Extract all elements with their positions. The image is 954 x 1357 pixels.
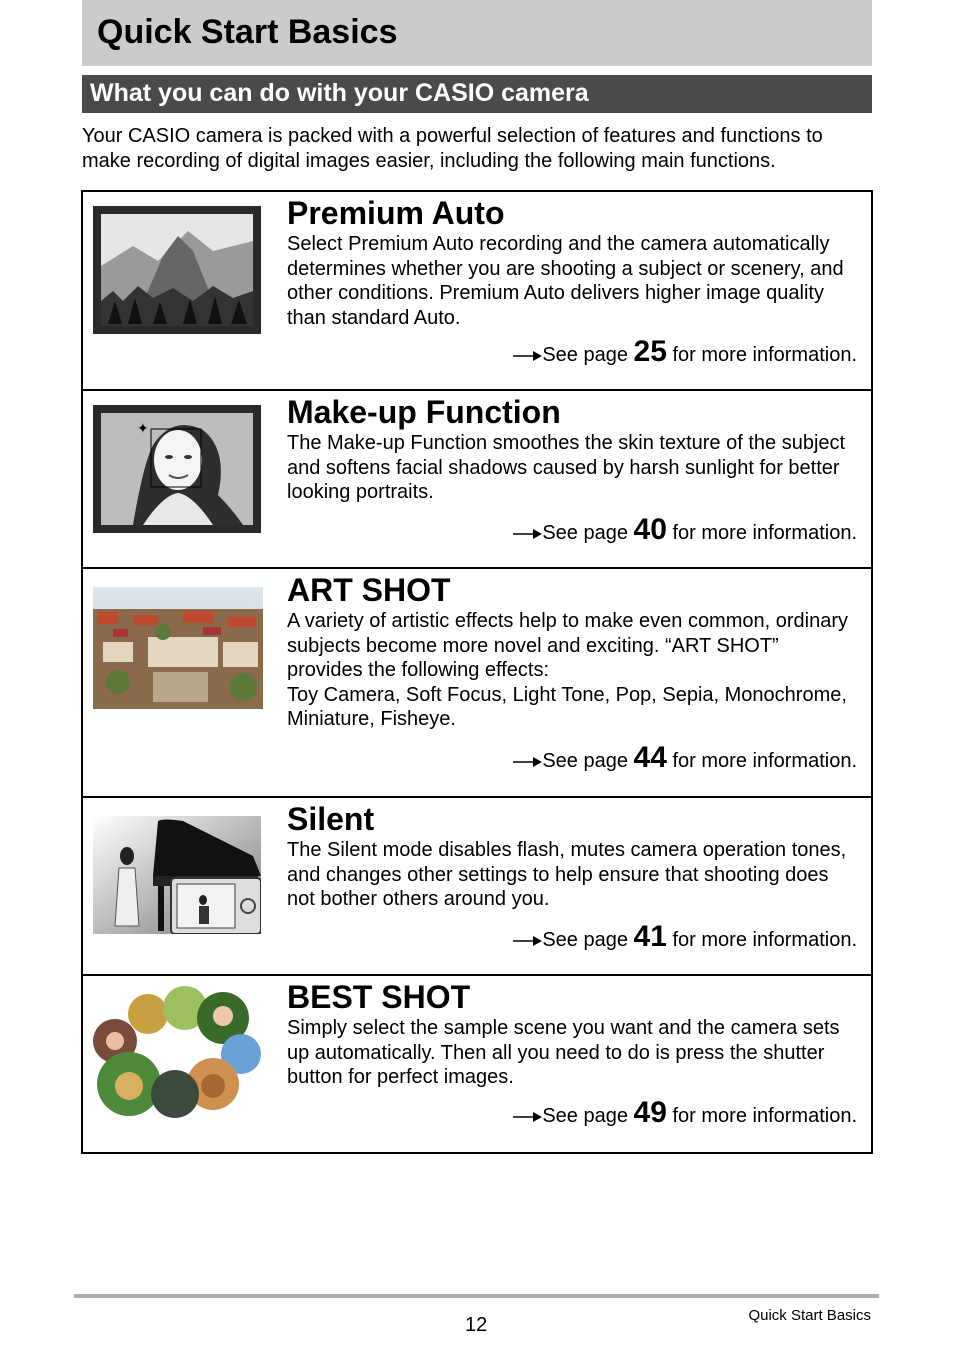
feature-title: BEST SHOT [287, 979, 471, 1015]
page-link[interactable]: 44 [633, 741, 667, 774]
arrow-right-icon [512, 528, 542, 540]
feature-description: The Make-up Function smoothes the skin texture of the subject and softens facial shadows caused by harsh sunlight for better looking portraits. [287, 432, 846, 503]
see-page-prefix: See page [542, 929, 628, 951]
feature-row-silent [83, 798, 871, 976]
miniature-town-photo [93, 587, 263, 709]
feature-effects-list: Toy Camera, Soft Focus, Light Tone, Pop, Sepia, Monochrome, Miniature, Fisheye. [287, 683, 847, 730]
page-link[interactable]: 41 [633, 920, 667, 953]
arrow-right-icon [512, 1111, 542, 1123]
intro-paragraph: Your CASIO camera is packed with a powerful selection of features and functions to make recording of digital images easier, including the following main functions. [82, 125, 823, 172]
feature-content [287, 571, 857, 732]
feature-row-best-shot [83, 976, 871, 1152]
feature-title: Premium Auto [287, 195, 505, 231]
section-title: What you can do with your CASIO camera [90, 79, 589, 107]
feature-description: Select Premium Auto recording and the camera automatically determines whether you are shooting a subject or scenery, and other conditions. Premium Auto delivers higher image quality than standard Auto. [287, 233, 844, 329]
feature-row-art-shot [83, 569, 871, 798]
feature-content [287, 194, 857, 330]
see-page-suffix: for more information. [672, 344, 857, 366]
see-page-suffix: for more information. [672, 750, 857, 772]
arrow-right-icon [512, 756, 542, 768]
feature-description: The Silent mode disables flash, mutes camera operation tones, and changes other settings to help ensure that shooting does not bother others around you. [287, 839, 847, 910]
feature-content [287, 978, 857, 1090]
feature-row-makeup [83, 391, 871, 569]
feature-content [287, 800, 857, 912]
arrow-right-icon [512, 935, 542, 947]
see-page-reference [512, 1096, 857, 1130]
feature-title: Make-up Function [287, 394, 561, 430]
page-title: Quick Start Basics [97, 13, 398, 51]
page-link[interactable]: 25 [633, 335, 667, 368]
see-page-suffix: for more information. [672, 929, 857, 951]
see-page-reference [512, 335, 857, 369]
see-page-reference [512, 513, 857, 547]
feature-row-premium-auto [83, 192, 871, 391]
piano-camera-icon [93, 816, 261, 934]
arrow-right-icon [512, 350, 542, 362]
footer-divider [74, 1294, 879, 1298]
footer-section-label: Quick Start Basics [748, 1307, 871, 1324]
feature-description: Simply select the sample scene you want and the camera sets up automatically. Then all you need to do is press the shutter button for perfect images. [287, 1017, 840, 1088]
page-title-bar [82, 0, 872, 66]
portrait-face-icon [93, 405, 261, 533]
scene-circles-collage [93, 986, 261, 1126]
mountain-scene-icon [93, 206, 261, 334]
page-link[interactable]: 40 [633, 513, 667, 546]
see-page-suffix: for more information. [672, 522, 857, 544]
feature-title: Silent [287, 801, 375, 837]
feature-content [287, 393, 857, 505]
page-number: 12 [465, 1314, 488, 1336]
see-page-prefix: See page [542, 344, 628, 366]
see-page-prefix: See page [542, 750, 628, 772]
feature-table [81, 190, 873, 1154]
page-link[interactable]: 49 [633, 1096, 667, 1129]
see-page-reference [512, 920, 857, 954]
feature-title: ART SHOT [287, 572, 451, 608]
svg-text:✦: ✦ [137, 421, 149, 437]
see-page-prefix: See page [542, 1105, 628, 1127]
see-page-suffix: for more information. [672, 1105, 857, 1127]
see-page-reference [512, 741, 857, 775]
feature-description: A variety of artistic effects help to make even common, ordinary subjects become more novel and exciting. “ART SHOT” provides the following effects: [287, 610, 848, 681]
see-page-prefix: See page [542, 522, 628, 544]
section-header-bar [82, 75, 872, 113]
